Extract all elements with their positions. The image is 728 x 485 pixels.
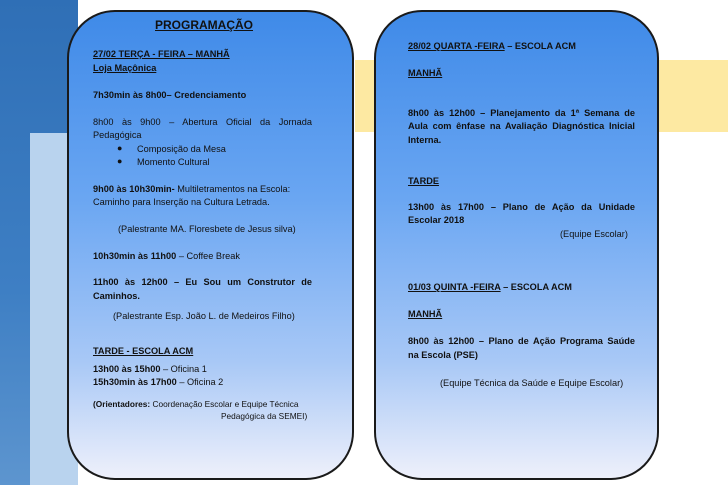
item-plano-acao-line2: Escolar 2018 xyxy=(408,215,465,225)
item-planejamento-line3: Interna. xyxy=(408,135,442,145)
item-multiletramentos-line1: 9h00 às 10h30min- Multiletramentos na Escola: xyxy=(93,184,291,194)
bullet-composicao: Composição da Mesa xyxy=(137,144,226,154)
location-heading: Loja Maçônica xyxy=(93,63,157,73)
item-credenciamento: 7h30min às 8h00– Credenciamento xyxy=(93,90,247,100)
afternoon-heading-left: TARDE - ESCOLA ACM xyxy=(93,346,194,356)
item-oficina-2: 15h30min às 17h00 – Oficina 2 xyxy=(93,377,224,387)
day-heading-thursday: 01/03 QUINTA -FEIRA – ESCOLA ACM xyxy=(408,282,572,292)
credit-equipe-escolar: (Equipe Escolar) xyxy=(560,229,628,239)
morning-heading-wednesday: MANHÃ xyxy=(408,68,443,78)
speaker-joao: (Palestrante Esp. João L. de Medeiros Filho) xyxy=(113,311,295,321)
program-title: PROGRAMAÇÃO xyxy=(155,18,253,32)
item-abertura-line2: Pedagógica xyxy=(93,130,142,140)
item-plano-acao-line1: 13h00 às 17h00 – Plano de Ação da Unidade xyxy=(408,202,635,212)
orientadores-line2: Pedagógica da SEMEI) xyxy=(221,411,308,421)
day-heading-tuesday: 27/02 TERÇA - FEIRA – MANHÃ xyxy=(93,49,230,59)
afternoon-heading-right: TARDE xyxy=(408,176,439,186)
speaker-floresbete: (Palestrante MA. Floresbete de Jesus silva) xyxy=(118,224,296,234)
credit-equipe-saude: (Equipe Técnica da Saúde e Equipe Escolar) xyxy=(440,378,624,388)
item-construtor-line2: Caminhos. xyxy=(93,291,140,301)
schedule-panel-right xyxy=(374,10,659,480)
day-heading-wednesday: 28/02 QUARTA -FEIRA – ESCOLA ACM xyxy=(408,41,576,51)
item-planejamento-line1: 8h00 às 12h00 – Planejamento da 1ª Semana de xyxy=(408,108,635,118)
orientadores-line1: (Orientadores: Coordenação Escolar e Equipe Técnica xyxy=(93,399,299,409)
morning-heading-thursday: MANHÃ xyxy=(408,309,443,319)
item-oficina-1: 13h00 às 15h00 – Oficina 1 xyxy=(93,364,207,374)
item-multiletramentos-line2: Caminho para Inserção na Cultura Letrada. xyxy=(93,197,270,207)
item-planejamento-line2: Aula com ênfase na Avaliação Diagnóstica Inicial xyxy=(408,121,635,131)
bullet-icon: ● xyxy=(117,143,123,153)
item-abertura-line1: 8h00 às 9h00 – Abertura Oficial da Jornada xyxy=(93,117,312,127)
item-construtor-line1: 11h00 às 12h00 – Eu Sou um Construtor de xyxy=(93,277,312,287)
bullet-momento-cultural: Momento Cultural xyxy=(137,157,210,167)
item-pse-line2: na Escola (PSE) xyxy=(408,350,478,360)
bullet-icon: ● xyxy=(117,156,123,166)
item-pse-line1: 8h00 às 12h00 – Plano de Ação Programa Saúde xyxy=(408,336,635,346)
item-coffee-break: 10h30min às 11h00 – Coffee Break xyxy=(93,251,240,261)
